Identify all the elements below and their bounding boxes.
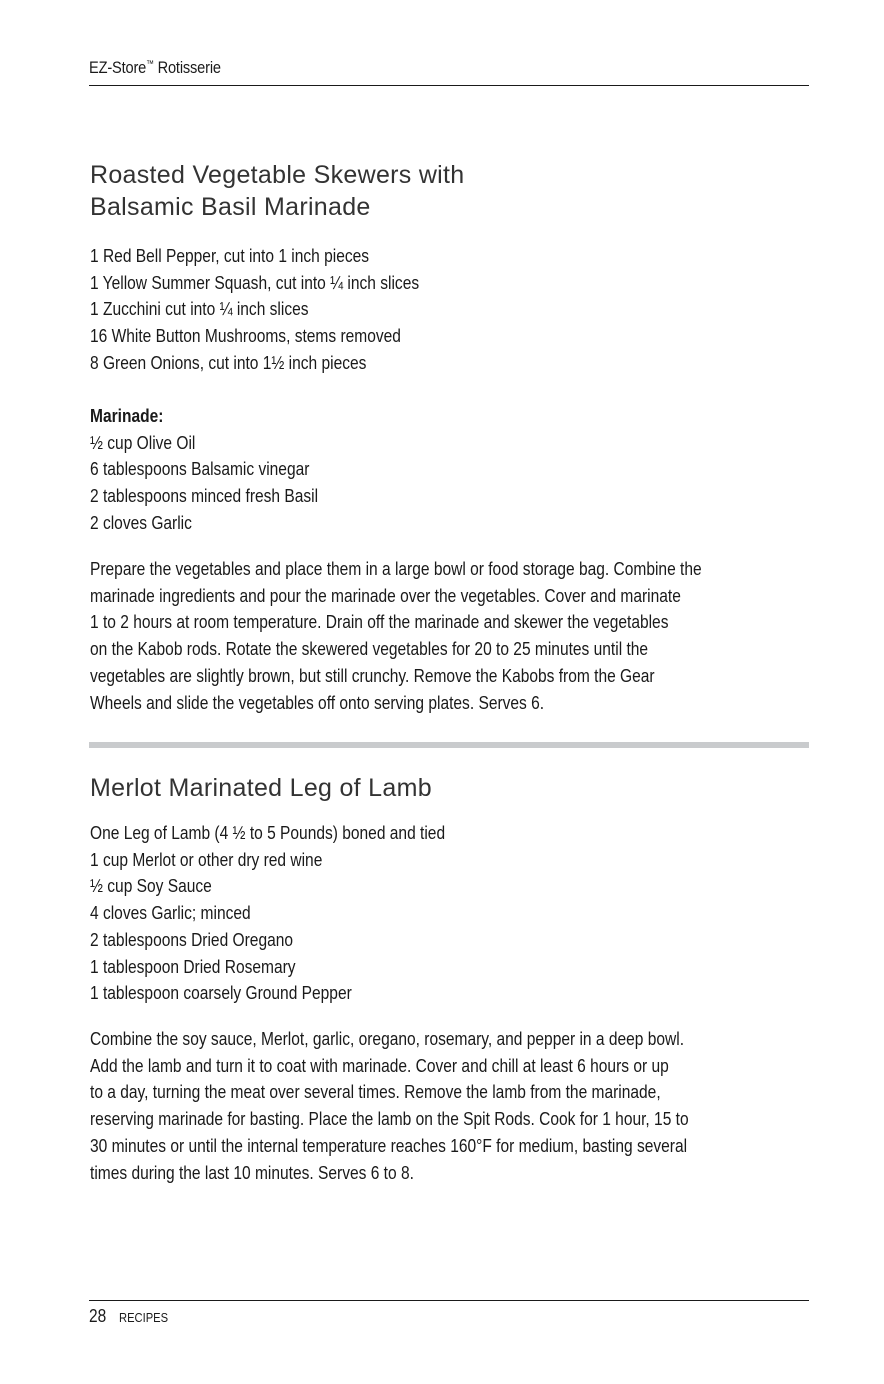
recipe1-title-line: Roasted Vegetable Skewers with (90, 161, 465, 189)
marinade-heading: Marinade: (90, 405, 164, 426)
ingredient-line: 1 tablespoon coarsely Ground Pepper (90, 982, 352, 1004)
directions-line: 1 to 2 hours at room temperature. Drain off the marinade and skewer the vegetables (90, 611, 669, 633)
ingredient-line: One Leg of Lamb (4 ½ to 5 Pounds) boned and tied (90, 822, 446, 843)
marinade-line: 2 cloves Garlic (90, 511, 192, 533)
header-title-suffix: Rotisserie (153, 58, 221, 77)
recipe1-title-line: Balsamic Basil Marinade (90, 193, 371, 221)
recipe2-title-line: Merlot Marinated Leg of Lamb (90, 774, 432, 802)
directions-line: to a day, turning the meat over several times. Remove the lamb from the marinade, (90, 1081, 661, 1103)
header-title: EZ-Store (89, 58, 147, 77)
section-divider (89, 742, 809, 748)
ingredient-line: 16 White Button Mushrooms, stems removed (90, 325, 401, 347)
ingredient-line: 1 Yellow Summer Squash, cut into ¼ inch slices (90, 271, 420, 293)
ingredient-line: 8 Green Onions, cut into 1½ inch pieces (90, 351, 367, 373)
ingredient-line: 4 cloves Garlic; minced (90, 902, 251, 924)
ingredient-line: ½ cup Soy Sauce (90, 875, 212, 897)
directions-line: Combine the soy sauce, Merlot, garlic, oregano, rosemary, and pepper in a deep bowl. (90, 1028, 685, 1049)
running-header (89, 58, 221, 78)
recipe1-ingredients (90, 243, 419, 377)
section-label: RECIPES (119, 1310, 169, 1325)
directions-line: marinade ingredients and pour the marinade over the vegetables. Cover and marinate (90, 584, 681, 606)
page-number: 28 (89, 1306, 107, 1326)
directions-line: times during the last 10 minutes. Serves 6 to 8. (90, 1161, 414, 1183)
ingredient-line: 1 tablespoon Dried Rosemary (90, 955, 296, 977)
recipe1-title (90, 159, 465, 223)
header-rule (89, 85, 809, 86)
marinade-line: 6 tablespoons Balsamic vinegar (90, 458, 310, 480)
directions-line: reserving marinade for basting. Place the lamb on the Spit Rods. Cook for 1 hour, 15 to (90, 1108, 689, 1130)
page-footer (89, 1306, 176, 1327)
directions-line: Wheels and slide the vegetables off onto serving plates. Serves 6. (90, 691, 545, 713)
marinade-line: ½ cup Olive Oil (90, 431, 196, 453)
ingredient-line: 1 Zucchini cut into ¼ inch slices (90, 298, 309, 320)
directions-line: vegetables are slightly brown, but still crunchy. Remove the Kabobs from the Gear (90, 664, 655, 686)
trademark-symbol: ™ (146, 58, 154, 69)
directions-line: on the Kabob rods. Rotate the skewered vegetables for 20 to 25 minutes until the (90, 638, 649, 660)
recipe2-directions (90, 1026, 689, 1186)
recipe1-directions (90, 556, 702, 716)
ingredient-line: 1 Red Bell Pepper, cut into 1 inch pieces (90, 245, 370, 266)
directions-line: Add the lamb and turn it to coat with marinade. Cover and chill at least 6 hours or up (90, 1054, 669, 1076)
recipe1-marinade (90, 403, 318, 537)
footer-rule (89, 1300, 809, 1301)
marinade-line: 2 tablespoons minced fresh Basil (90, 485, 319, 507)
directions-line: 30 minutes or until the internal temperature reaches 160°F for medium, basting several (90, 1134, 688, 1156)
recipe2-title (90, 772, 432, 804)
recipe2-ingredients (90, 820, 445, 1007)
directions-line: Prepare the vegetables and place them in a large bowl or food storage bag. Combine the (90, 558, 702, 579)
ingredient-line: 2 tablespoons Dried Oregano (90, 928, 294, 950)
ingredient-line: 1 cup Merlot or other dry red wine (90, 848, 323, 870)
